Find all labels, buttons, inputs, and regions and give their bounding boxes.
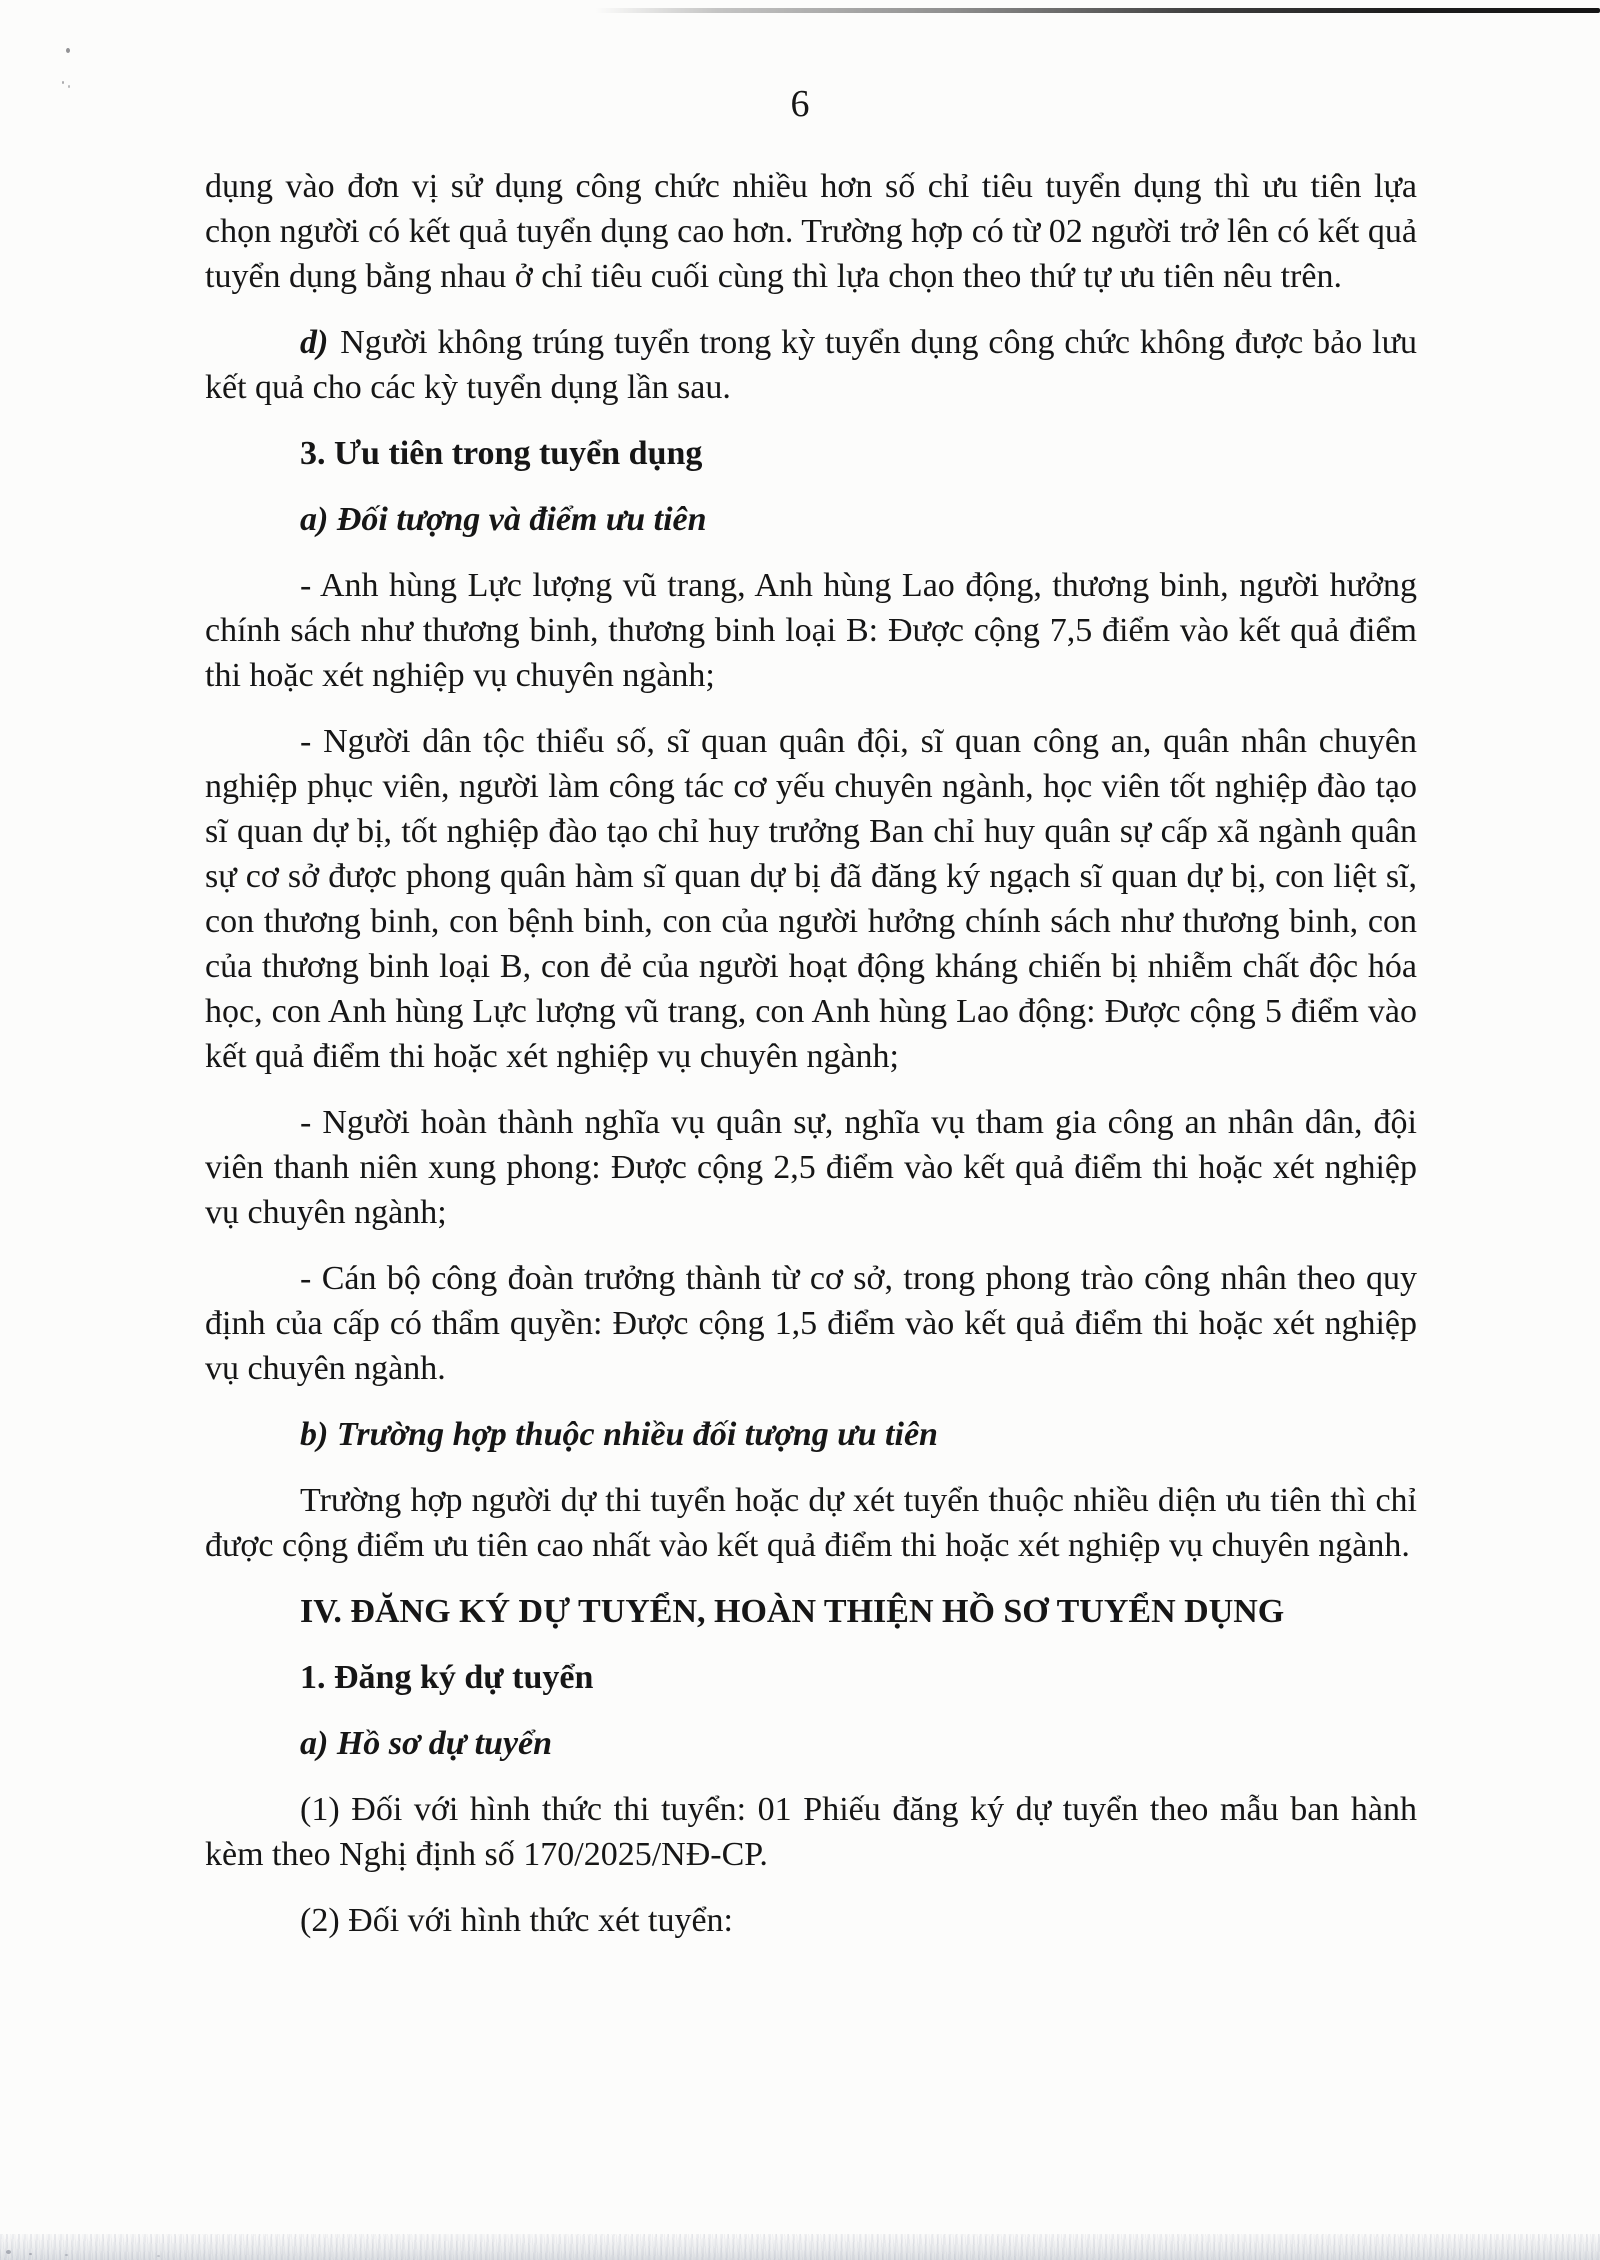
paragraph-item-1-exam-form: (1) Đối với hình thức thi tuyển: 01 Phiếu đăng ký dự tuyển theo mẫu ban hành kèm theo Nghị định số 170/2025/NĐ-CP.	[205, 1791, 1417, 1873]
section-heading-IV: IV. ĐĂNG KÝ DỰ TUYỂN, HOÀN THIỆN HỒ SƠ TUYỂN DỤNG	[300, 1593, 1285, 1630]
bullet-paragraph-priority-2-5: - Người hoàn thành nghĩa vụ quân sự, nghĩa vụ tham gia công an nhân dân, đội viên thanh niên xung phong: Được cộng 2,5 điểm vào kết quả điểm thi hoặc xét nghiệp vụ chuyên ngành;	[205, 1104, 1417, 1231]
document-body	[205, 164, 1417, 1964]
subsection-heading-b: b) Trường hợp thuộc nhiều đối tượng ưu tiên	[300, 1416, 938, 1453]
paragraph-multiple-priority-cases: Trường hợp người dự thi tuyển hoặc dự xét tuyển thuộc nhiều diện ưu tiên thì chỉ được cộng điểm ưu tiên cao nhất vào kết quả điểm thi hoặc xét nghiệp vụ chuyên ngành.	[205, 1482, 1417, 1564]
scanner-artifact-bottom-band	[0, 2234, 1600, 2260]
subsection-heading-a-dossier: a) Hồ sơ dự tuyển	[300, 1725, 553, 1762]
scanner-dust-specks	[6, 2250, 11, 2254]
bullet-paragraph-priority-7-5: - Anh hùng Lực lượng vũ trang, Anh hùng Lao động, thương binh, người hưởng chính sách như thương binh, thương binh loại B: Được cộng 7,5 điểm vào kết quả điểm thi hoặc xét nghiệp vụ chuyên ngành;	[205, 567, 1417, 694]
section-heading-1: 1. Đăng ký dự tuyển	[300, 1659, 594, 1696]
paragraph-continued-from-previous-page: dụng vào đơn vị sử dụng công chức nhiều hơn số chỉ tiêu tuyển dụng thì ưu tiên lựa chọn người có kết quả tuyển dụng cao hơn. Trường hợp có từ 02 người trở lên có kết quả tuyển dụng bằng nhau ở chỉ tiêu cuối cùng thì lựa chọn theo thứ tự ưu tiên nêu trên.	[205, 168, 1417, 295]
page-number: 6	[790, 83, 810, 125]
paragraph-item-d	[205, 320, 1417, 410]
bullet-paragraph-priority-1-5: - Cán bộ công đoàn trưởng thành từ cơ sở, trong phong trào công nhân theo quy định của cấp có thẩm quyền: Được cộng 1,5 điểm vào kết quả điểm thi hoặc xét nghiệp vụ chuyên ngành.	[205, 1260, 1417, 1387]
section-heading-3: 3. Ưu tiên trong tuyển dụng	[300, 435, 703, 472]
scanner-artifact-top-line	[595, 8, 1600, 13]
paragraph-item-2-review-form: (2) Đối với hình thức xét tuyển:	[300, 1902, 734, 1939]
stray-ink-mark	[66, 48, 70, 53]
subsection-heading-a: a) Đối tượng và điểm ưu tiên	[300, 501, 707, 538]
paragraph-lead-marker: d)	[300, 324, 329, 361]
bullet-paragraph-priority-5: - Người dân tộc thiểu số, sĩ quan quân đội, sĩ quan công an, quân nhân chuyên nghiệp phục viên, người làm công tác cơ yếu chuyên ngành, học viên tốt nghiệp đào tạo sĩ quan dự bị, tốt nghiệp đào tạo chỉ huy trưởng Ban chỉ huy quân sự cấp xã ngành quân sự cơ sở được phong quân hàm sĩ quan dự bị đã đăng ký ngạch sĩ quan dự bị, con liệt sĩ, con thương binh, con bệnh binh, con của người hưởng chính sách như thương binh, con của thương binh loại B, con đẻ của người hoạt động kháng chiến bị nhiễm chất độc hóa học, con Anh hùng Lực lượng vũ trang, con Anh hùng Lao động: Được cộng 5 điểm vào kết quả điểm thi hoặc xét nghiệp vụ chuyên ngành;	[205, 723, 1417, 1075]
paragraph-text: Người không trúng tuyển trong kỳ tuyển dụng công chức không được bảo lưu kết quả cho các kỳ tuyển dụng lần sau.	[205, 324, 1417, 406]
